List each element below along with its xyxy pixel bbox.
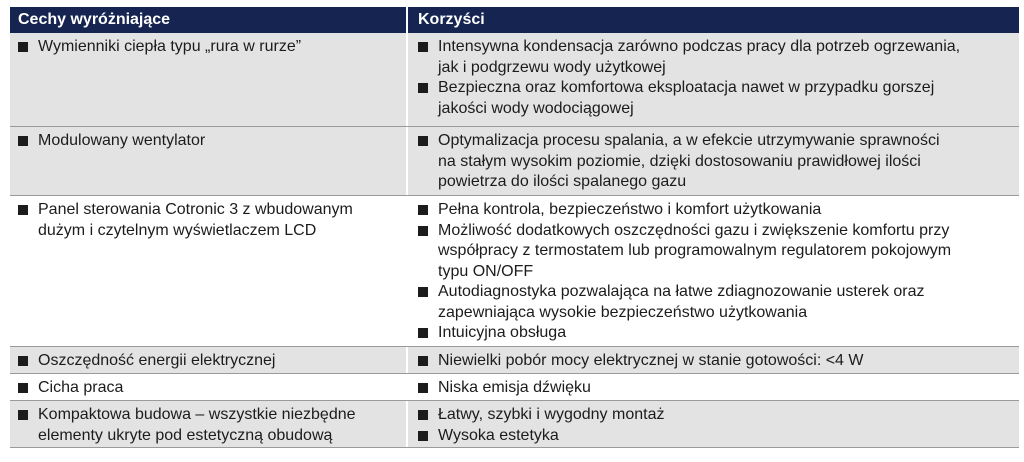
table-row (10, 33, 1019, 127)
benefit-item: Intensywna kondensacja zarówno podczas pracy dla potrzeb ogrzewania, jak i podgrzewu wody użytkowej (418, 37, 1011, 78)
square-bullet-icon (418, 205, 428, 215)
square-bullet-icon (18, 356, 28, 366)
feature-item: Kompaktowa budowa – wszystkie niezbędne elementy ukryte pod estetyczną obudową (18, 405, 398, 446)
table-row (10, 196, 1019, 347)
table-header (10, 7, 1019, 33)
table-row (10, 401, 1019, 448)
square-bullet-icon (18, 410, 28, 420)
square-bullet-icon (418, 431, 428, 441)
benefit-item: Niewielki pobór mocy elektrycznej w stanie gotowości: <4 W (418, 351, 1011, 372)
benefit-item: Intuicyjna obsługa (418, 323, 1011, 344)
square-bullet-icon (418, 383, 428, 393)
square-bullet-icon (418, 328, 428, 338)
feature-item: Cicha praca (18, 378, 398, 399)
square-bullet-icon (418, 136, 428, 146)
benefit-item: Możliwość dodatkowych oszczędności gazu i zwiększenie komfortu przy współpracy z termostatem lub programowalnym regulatorem pokojowym typu ON/OFF (418, 221, 1011, 283)
square-bullet-icon (418, 410, 428, 420)
table-row (10, 347, 1019, 374)
header-benefits: Korzyści (418, 11, 485, 28)
square-bullet-icon (18, 42, 28, 52)
square-bullet-icon (18, 136, 28, 146)
feature-item: Modulowany wentylator (18, 131, 398, 152)
table-row (10, 127, 1019, 196)
benefit-item: Optymalizacja procesu spalania, a w efekcie utrzymywanie sprawności na stałym wysokim poziomie, dzięki dostosowaniu prawidłowej ilości powietrza do ilości spalanego gazu (418, 131, 1011, 193)
feature-item: Oszczędność energii elektrycznej (18, 351, 398, 372)
square-bullet-icon (418, 83, 428, 93)
square-bullet-icon (418, 42, 428, 52)
table-row (10, 374, 1019, 401)
feature-item: Panel sterowania Cotronic 3 z wbudowanym dużym i czytelnym wyświetlaczem LCD (18, 200, 398, 241)
header-features: Cechy wyróżniające (18, 11, 171, 28)
square-bullet-icon (418, 226, 428, 236)
benefit-item: Wysoka estetyka (418, 426, 1011, 447)
benefit-item: Niska emisja dźwięku (418, 378, 1011, 399)
square-bullet-icon (418, 356, 428, 366)
feature-benefit-table (10, 7, 1019, 448)
benefit-item: Autodiagnostyka pozwalająca na łatwe zdiagnozowanie usterek oraz zapewniająca wysokie bezpieczeństwo użytkowania (418, 282, 1011, 323)
feature-item: Wymienniki ciepła typu „rura w rurze” (18, 37, 398, 58)
benefit-item: Bezpieczna oraz komfortowa eksploatacja nawet w przypadku gorszej jakości wody wodociągowej (418, 78, 1011, 119)
benefit-item: Pełna kontrola, bezpieczeństwo i komfort użytkowania (418, 200, 1011, 221)
square-bullet-icon (18, 383, 28, 393)
square-bullet-icon (418, 287, 428, 297)
square-bullet-icon (18, 205, 28, 215)
benefit-item: Łatwy, szybki i wygodny montaż (418, 405, 1011, 426)
